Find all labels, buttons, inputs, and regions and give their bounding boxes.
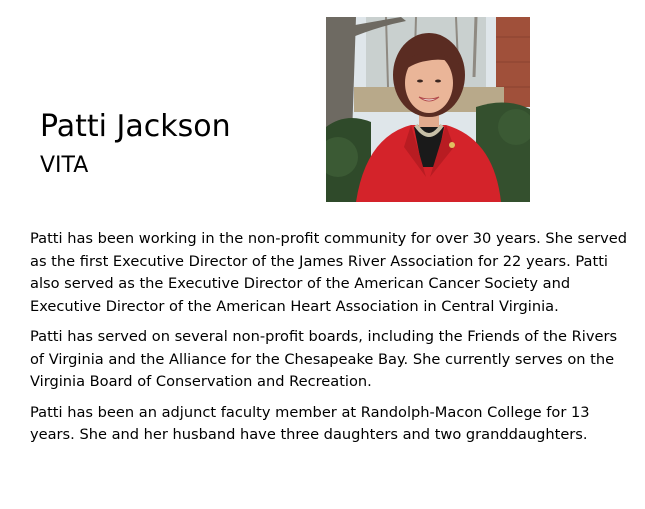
page-title: Patti Jackson: [40, 109, 231, 144]
bio-text: [30, 228, 630, 455]
bio-paragraph-career: Patti has been working in the non-profit community for over 30 years. She served as the first Executive Director of the James River Association for 22 years. Patti also served as the Executive Director of the American Cancer Society and Executive Director of the American Heart Association in Central Virginia.: [30, 230, 628, 315]
bio-paragraph-personal: Patti has been an adjunct faculty member at Randolph-Macon College for 13 years. She and her husband have three daughters and two granddaughters.: [30, 403, 590, 443]
bio-paragraph-boards: Patti has served on several non-profit boards, including the Friends of the Rivers of Virginia and the Alliance for the Chesapeake Bay. She currently serves on the Virginia Board of Conservation and Recreation.: [30, 328, 618, 390]
page-subtitle: VITA: [40, 153, 89, 178]
portrait-photo: [326, 17, 530, 202]
